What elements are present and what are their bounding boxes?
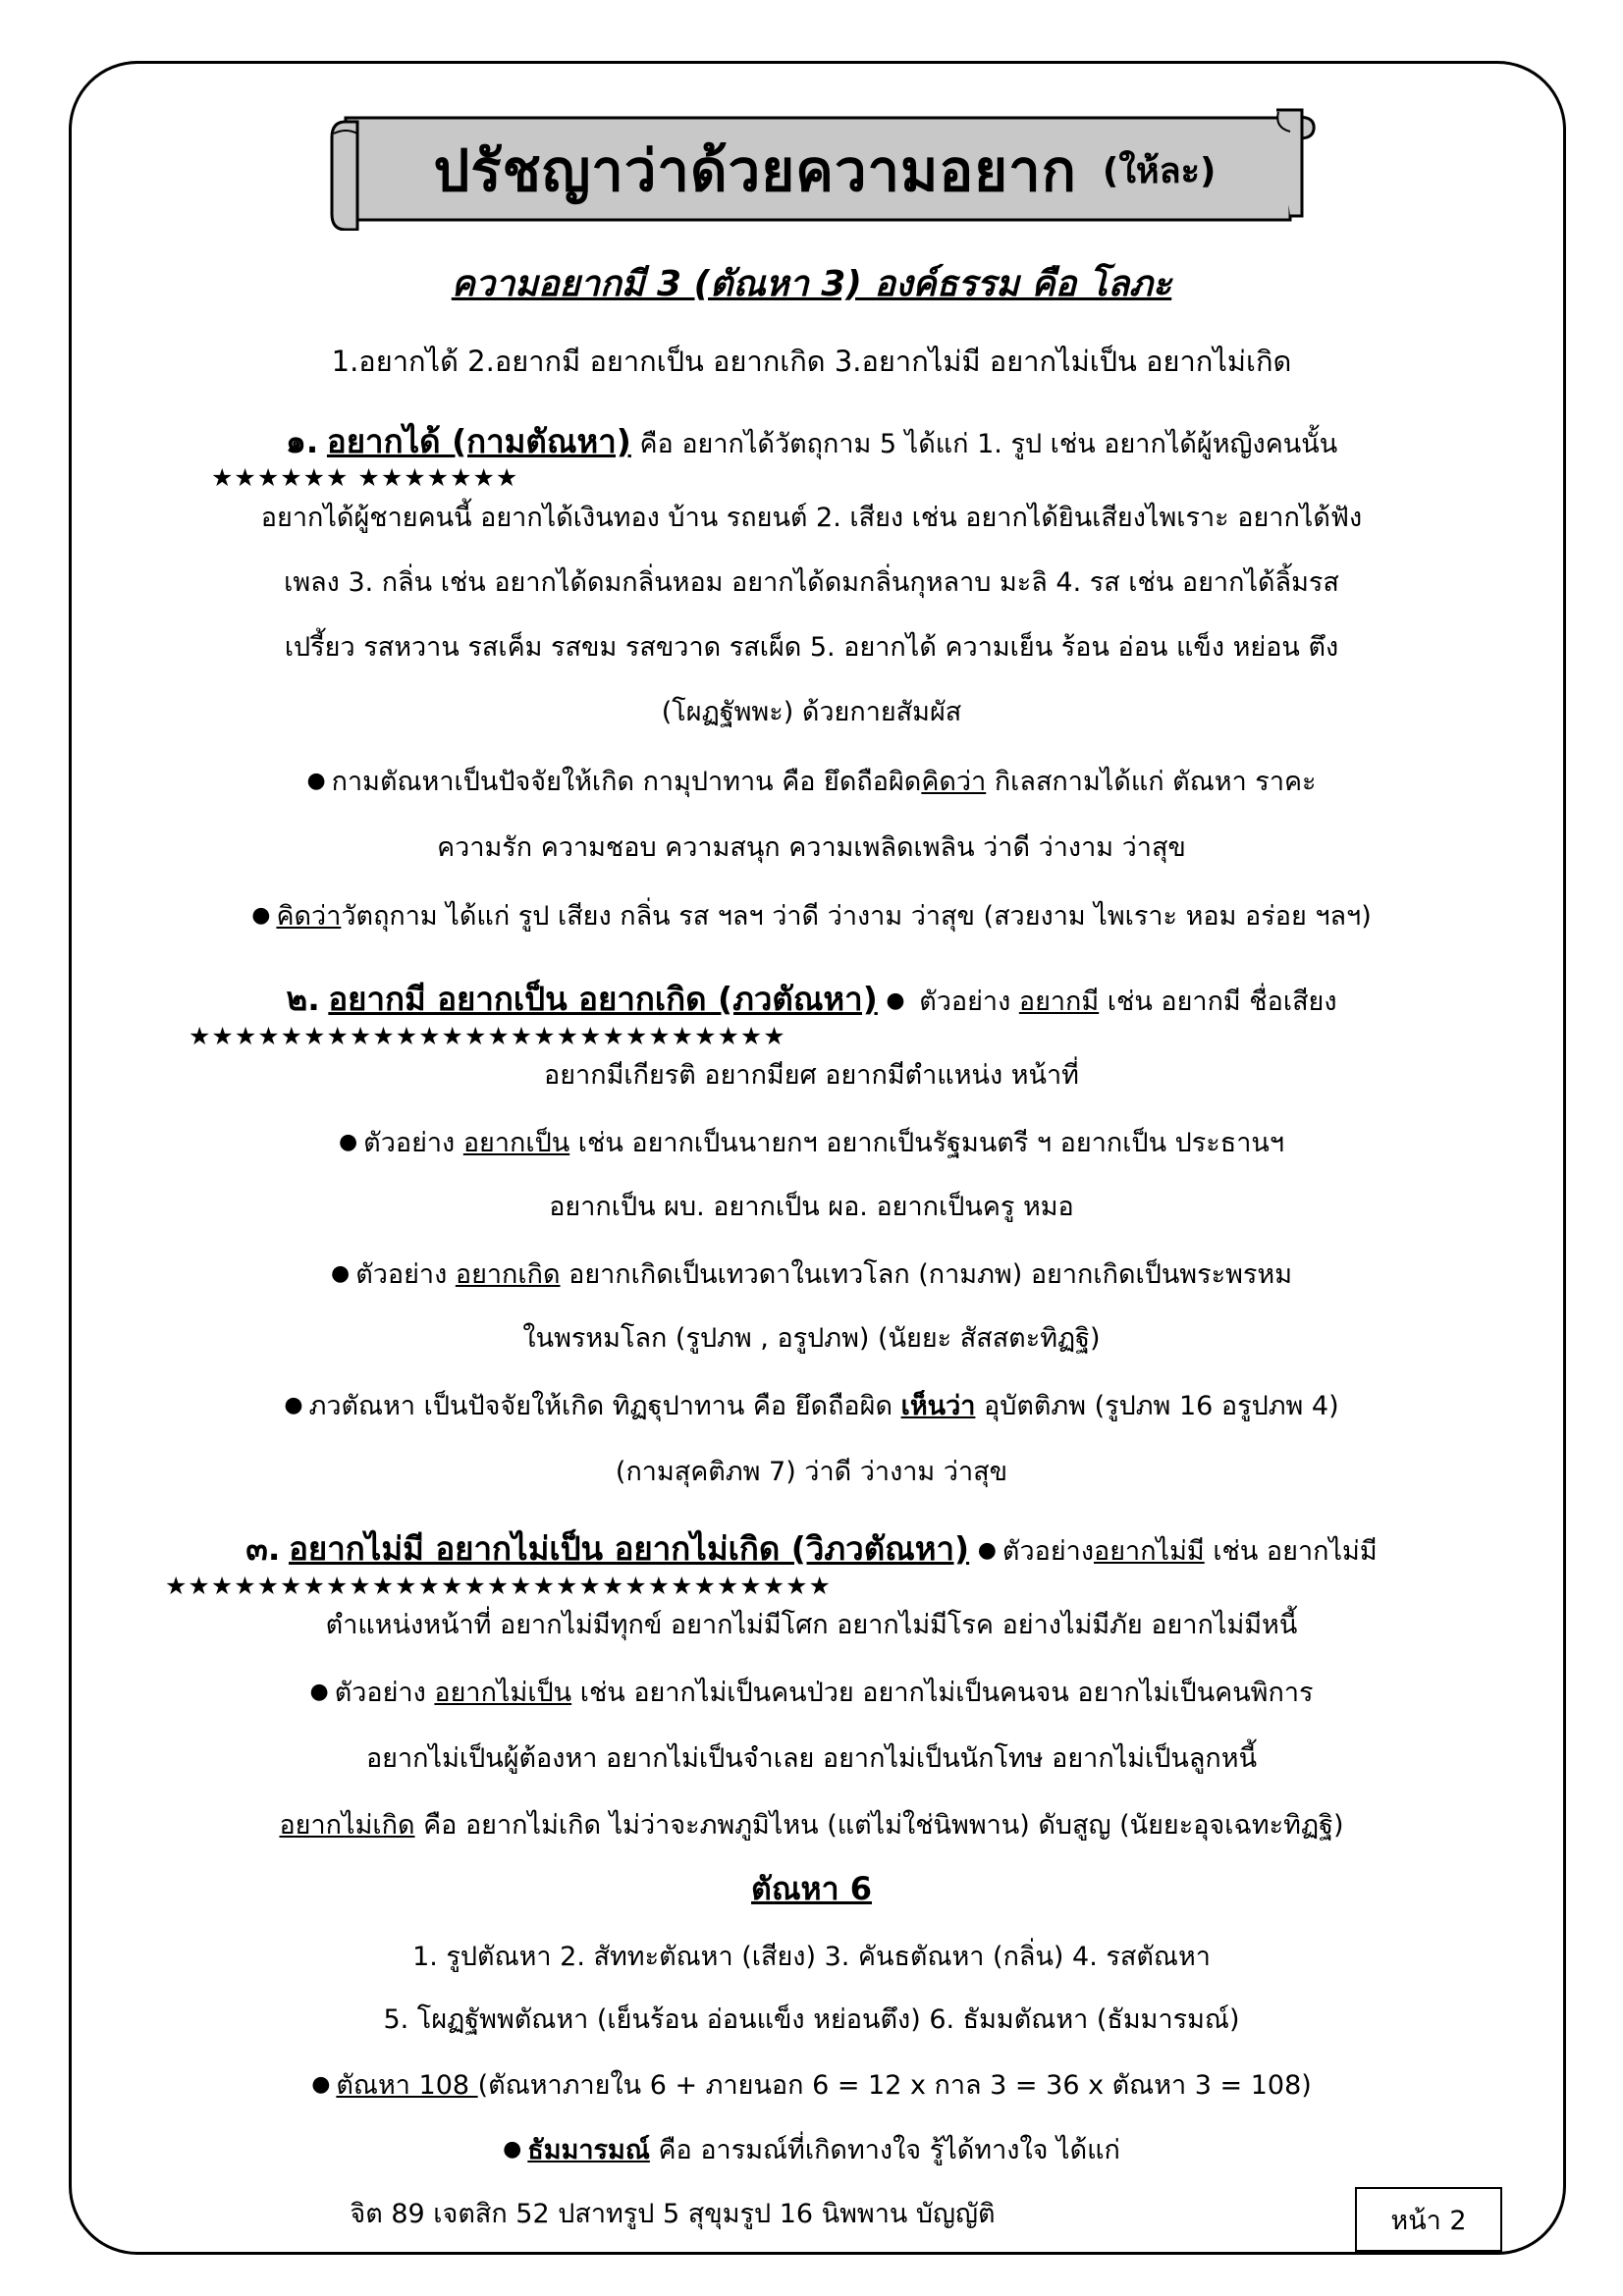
s2-bullet-1 [108, 1125, 1515, 1161]
t6-bullet-2 [108, 2132, 1515, 2168]
s1-bullet-1 [108, 764, 1515, 800]
page-number-box [1355, 2187, 1502, 2252]
s1-b2-text: วัตถุกาม ได้แก่ รูป เสียง กลิ่น รส ฯลฯ ว่าดี ว่างาม ว่าสุข (สวยงาม ไพเราะ หอม อร่อย ฯลฯ) [341, 901, 1372, 932]
s3-b1-post: เช่น อยากไม่เป็นคนป่วย อยากไม่เป็นคนจน อยากไม่เป็นคนพิการ [571, 1678, 1314, 1708]
s3-bullet-1-line-2: อยากไม่เป็นผู้ต้องหา อยากไม่เป็นจำเลย อยากไม่เป็นนักโทษ อยากไม่เป็นลูกหนี้ [365, 1743, 1258, 1774]
bullet-icon: ● [251, 903, 271, 928]
s2-b2-pre: ตัวอย่าง [355, 1259, 456, 1290]
t6-bullet-1 [108, 2067, 1515, 2104]
s2-b1-pre: ตัวอย่าง [363, 1128, 463, 1158]
s2-b1-post: เช่น อยากเป็นนายกฯ อยากเป็นรัฐมนตรี ฯ อยากเป็น ประธานฯ [569, 1128, 1285, 1158]
s1-bullet-1-line-2: ความรัก ความชอบ ความสนุก ความเพลิดเพลิน ว่าดี ว่างาม ว่าสุข [437, 832, 1186, 863]
page-number: หน้า 2 [1390, 2205, 1467, 2236]
s3-ex-pre: ตัวอย่าง [1001, 1536, 1094, 1567]
s2-b3-pre: ภวตัณหา เป็นปัจจัยให้เกิด ทิฏฐุปาทาน คือ ยึดถือผิด [308, 1391, 901, 1421]
s1-bullet-2 [108, 898, 1515, 934]
s2-b2-underlined: อยากเกิด [455, 1259, 561, 1290]
main-heading: ความอยากมี 3 (ตัณหา 3) องค์ธรรม คือ โลภะ [451, 264, 1172, 304]
s2-b2-post: อยากเกิดเป็นเทวดาในเทวโลก (กามภพ) อยากเกิดเป็นพระพรหม [560, 1259, 1292, 1290]
t6-b2-post: คือ อารมณ์ที่เกิดทางใจ รู้ได้ทางใจ ได้แก่ [649, 2135, 1120, 2165]
bullet-icon: ● [503, 2137, 522, 2162]
s1-rest: คือ อยากได้วัตถุกาม 5 ได้แก่ 1. รูป เช่น อยากได้ผู้หญิงคนนั้น [639, 429, 1338, 459]
t6-b1-post: (ตัณหาภายใน 6 + ภายนอก 6 = 12 x กาล 3 = 36 x ตัณหา 3 = 108) [477, 2070, 1312, 2101]
t6-heading: ตัณหา 6 [751, 1870, 872, 1907]
s1-line-3: เพลง 3. กลิ่น เช่น อยากได้ดมกลิ่นหอม อยากได้ดมกลิ่นกุหลาบ มะลิ 4. รส เช่น อยากได้ลิ้มรส [284, 567, 1339, 598]
summary-line: 1.อยากได้ 2.อยากมี อยากเป็น อยากเกิด 3.อยากไม่มี อยากไม่เป็น อยากไม่เกิด [331, 345, 1292, 378]
bullet-icon: ● [338, 1130, 358, 1154]
s3-line-2: ตำแหน่งหน้าที่ อยากไม่มีทุกข์ อยากไม่มีโศก อยากไม่มีโรค อย่างไม่มีภัย อยากไม่มีหนี้ [325, 1610, 1298, 1640]
s1-b2-underlined: คิดว่า [276, 901, 342, 932]
t6-line-2: 5. โผฏฐัพพตัณหา (เย็นร้อน อ่อนแข็ง หย่อนตึง) 6. ธัมมตัณหา (ธัมมารมณ์) [383, 2004, 1240, 2035]
bullet-icon: ● [309, 1680, 329, 1704]
s3-number: ๓. [245, 1529, 281, 1568]
s3-ex-underlined: อยากไม่มี [1094, 1536, 1205, 1567]
s3-b1-pre: ตัวอย่าง [334, 1678, 435, 1708]
s1-b1-text-b: กิเลสกามได้แก่ ตัณหา ราคะ [986, 767, 1317, 797]
bullet-icon: ● [330, 1261, 351, 1286]
bullet-icon: ● [886, 988, 905, 1013]
s3-l4-underlined: อยากไม่เกิด [279, 1810, 415, 1841]
t6-line-1: 1. รูปตัณหา 2. สัททะตัณหา (เสียง) 3. คันธตัณหา (กลิ่น) 4. รสตัณหา [412, 1942, 1211, 1972]
s3-bullet-1 [108, 1675, 1515, 1711]
t6-last-line: จิต 89 เจตสิก 52 ปสาทรูป 5 สุขุมรูป 16 นิพพาน บัญญัติ [350, 2199, 996, 2229]
s2-ex-pre: ตัวอย่าง [910, 987, 1019, 1017]
s2-ex-underlined: อยากมี [1018, 987, 1100, 1017]
s1-b1-underlined: คิดว่า [921, 767, 987, 797]
s3-heading-line [108, 1531, 1515, 1570]
s1-line-2: อยากได้ผู้ชายคนนี้ อยากได้เงินทอง บ้าน รถยนต์ 2. เสียง เช่น อยากได้ยินเสียงไพเราะ อยากได้ฟัง [260, 503, 1363, 533]
s2-bullet-1-line-2: อยากเป็น ผบ. อยากเป็น ผอ. อยากเป็นครู หมอ [549, 1192, 1074, 1222]
s1-stars: ★★★★★★ ★★★★★★★ [211, 463, 519, 492]
s1-heading-line [108, 424, 1515, 462]
s3-line-4 [108, 1808, 1515, 1843]
bullet-icon: ● [306, 769, 326, 793]
title-banner [324, 108, 1324, 231]
t6-b1-underlined: ตัณหา 108 [336, 2070, 478, 2101]
bullet-icon: ● [284, 1393, 303, 1417]
s1-title: อยากได้ (กามตัณหา) [326, 422, 631, 460]
s2-b3-underlined: เห็นว่า [900, 1391, 976, 1421]
bullet-icon: ● [977, 1538, 997, 1563]
bullet-icon: ● [311, 2072, 331, 2097]
s2-title: อยากมี อยากเป็น อยากเกิด (ภวตัณหา) [328, 980, 878, 1018]
title-note: (ให้ละ) [1102, 150, 1217, 191]
s1-b1-text-a: กามตัณหาเป็นปัจจัยให้เกิด กามุปาทาน คือ ยึดถือผิด [331, 767, 922, 797]
s2-heading-line [108, 982, 1515, 1020]
s2-stars: ★★★★★★★★★★★★★★★★★★★★★★★★★★ [189, 1022, 786, 1050]
main-heading-line [108, 264, 1515, 305]
t6-b2-underlined: ธัมมารมณ์ [527, 2135, 650, 2165]
s2-line-2: อยากมีเกียรติ อยากมียศ อยากมีตำแหน่ง หน้าที่ [544, 1060, 1079, 1091]
t6-heading-line [108, 1871, 1515, 1909]
s1-line-5: (โผฏฐัพพะ) ด้วยกายสัมผัส [661, 697, 962, 727]
page-title: ปรัชญาว่าด้วยความอยาก [433, 136, 1077, 204]
s3-ex-post: เช่น อยากไม่มี [1204, 1536, 1378, 1567]
s1-line-4: เปรี้ยว รสหวาน รสเค็ม รสขม รสขวาด รสเผ็ด 5. อยากได้ ความเย็น ร้อน อ่อน แข็ง หย่อน ตึง [284, 632, 1339, 663]
s2-bullet-2 [108, 1256, 1515, 1293]
s2-bullet-3 [108, 1388, 1515, 1424]
s1-number: ๑. [285, 422, 319, 460]
s3-stars: ★★★★★★★★★★★★★★★★★★★★★★★★★★★★★ [165, 1572, 832, 1600]
s2-ex-post: เช่น อยากมี ชื่อเสียง [1099, 987, 1337, 1017]
s2-number: ๒. [286, 980, 320, 1018]
s2-bullet-3-line-2: (กามสุคติภพ 7) ว่าดี ว่างาม ว่าสุข [615, 1457, 1008, 1487]
s2-bullet-2-line-2: ในพรหมโลก (รูปภพ , อรูปภพ) (นัยยะ สัสสตะทิฏฐิ) [522, 1323, 1101, 1354]
s3-l4-post: คือ อยากไม่เกิด ไม่ว่าจะภพภูมิไหน (แต่ไม่ใช่นิพพาน) ดับสูญ (นัยยะอุจเฉทะทิฏฐิ) [414, 1810, 1344, 1841]
s2-b1-underlined: อยากเป็น [462, 1128, 570, 1158]
s2-b3-post: อุบัตติภพ (รูปภพ 16 อรูปภพ 4) [975, 1391, 1339, 1421]
s3-b1-underlined: อยากไม่เป็น [434, 1678, 572, 1708]
s3-title: อยากไม่มี อยากไม่เป็น อยากไม่เกิด (วิภวตัณหา) [289, 1529, 970, 1568]
